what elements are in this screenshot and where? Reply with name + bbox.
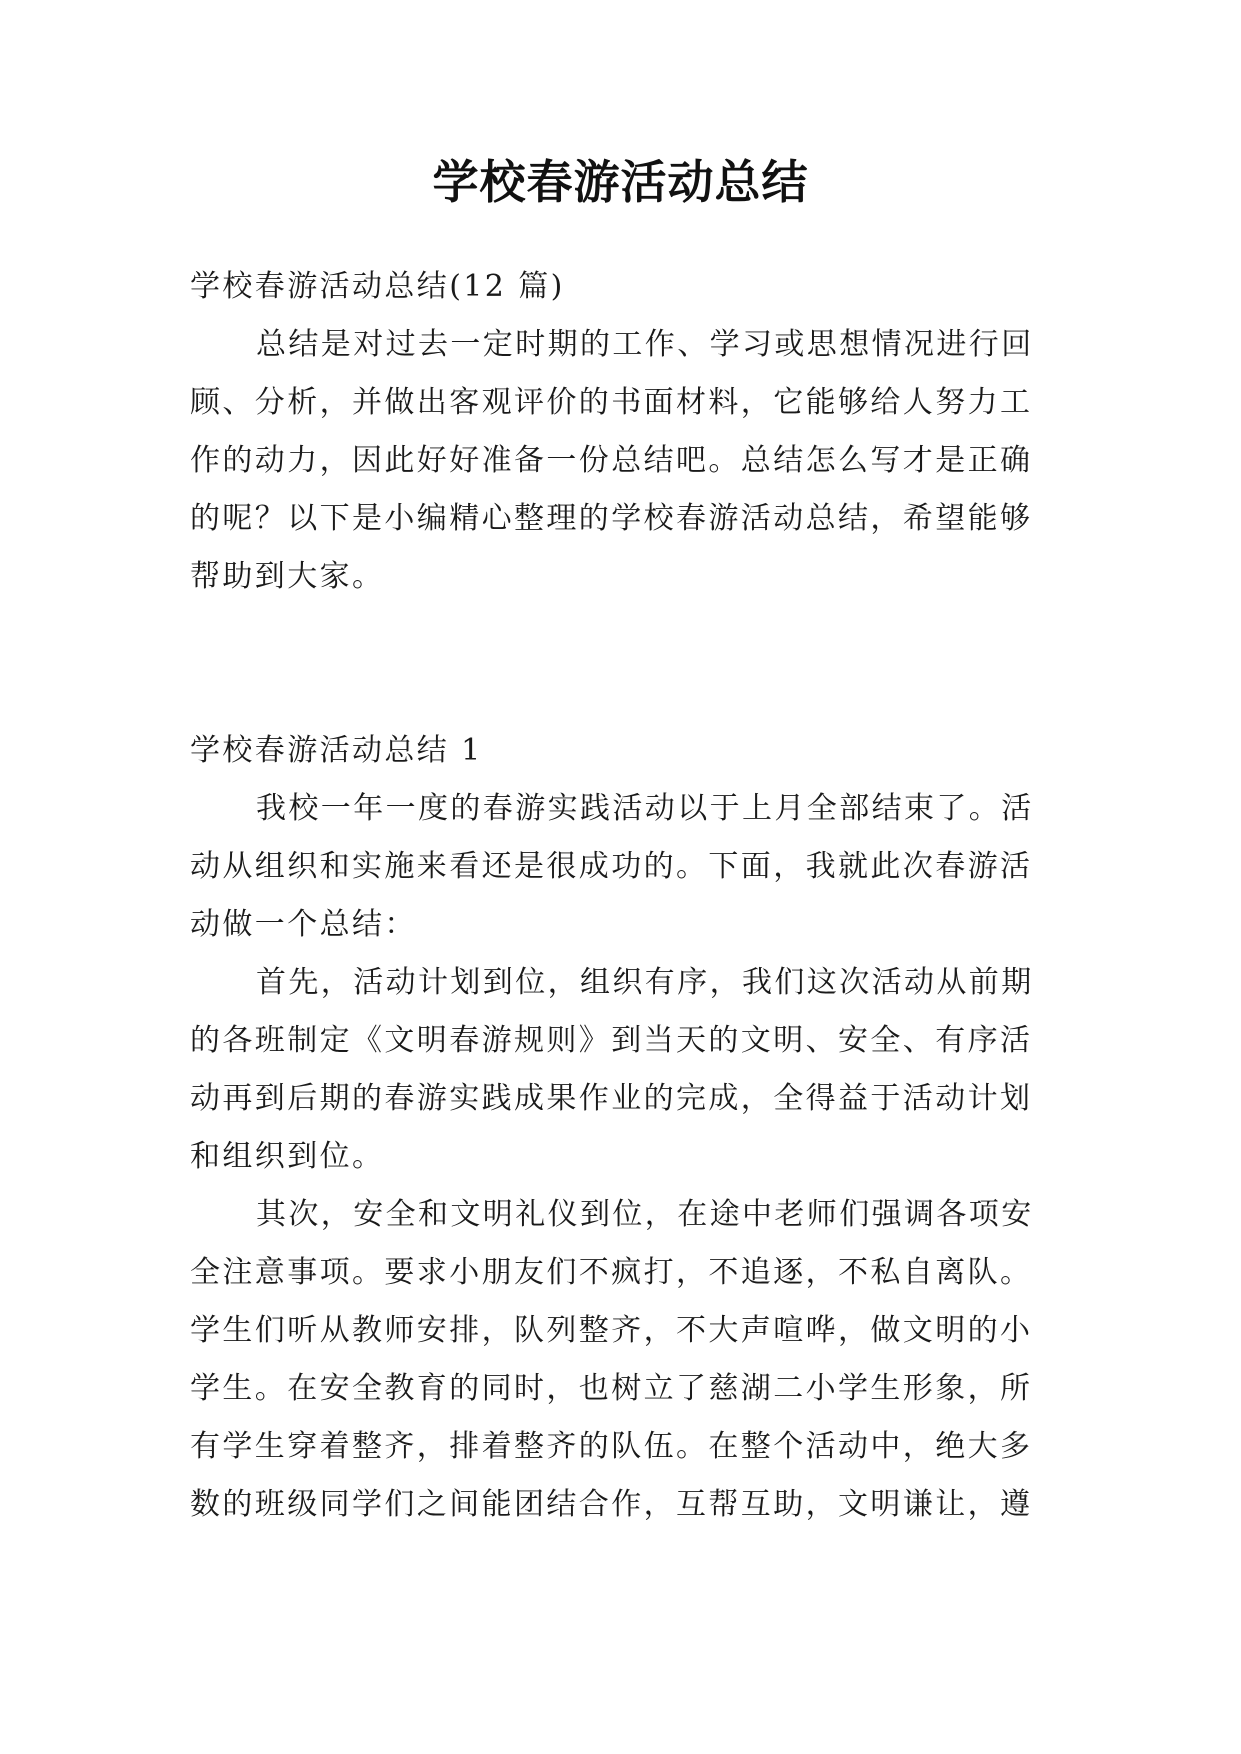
paragraph-line: 的各班制定《文明春游规则》到当天的文明、安全、有序活 <box>190 1023 1033 1058</box>
paragraph-line: 我校一年一度的春游实践活动以于上月全部结束了。活 <box>256 791 1034 826</box>
section-paragraph <box>190 954 1070 1186</box>
intro-subtitle: 学校春游活动总结(12 篇) <box>190 269 565 304</box>
paragraph-line: 其次，安全和文明礼仪到位，在途中老师们强调各项安 <box>256 1197 1034 1232</box>
section-paragraph <box>190 1186 1070 1534</box>
paragraph-line: 学生。在安全教育的同时，也树立了慈湖二小学生形象，所 <box>190 1371 1033 1406</box>
section-paragraph <box>190 780 1070 954</box>
document-title: 学校春游活动总结 <box>432 155 809 209</box>
paragraph-line: 总结是对过去一定时期的工作、学习或思想情况进行回 <box>256 327 1034 362</box>
paragraph-line: 帮助到大家。 <box>190 559 385 594</box>
paragraph-line: 的呢？以下是小编精心整理的学校春游活动总结，希望能够 <box>190 501 1033 536</box>
paragraph-line: 和组织到位。 <box>190 1139 385 1174</box>
paragraph-line: 数的班级同学们之间能团结合作，互帮互助，文明谦让，遵 <box>190 1487 1033 1522</box>
section-spacer <box>190 606 1070 722</box>
paragraph-line: 顾、分析，并做出客观评价的书面材料，它能够给人努力工 <box>190 385 1033 420</box>
paragraph-line: 动再到后期的春游实践成果作业的完成，全得益于活动计划 <box>190 1081 1033 1116</box>
paragraph-line: 有学生穿着整齐，排着整齐的队伍。在整个活动中，绝大多 <box>190 1429 1033 1464</box>
paragraph-line: 作的动力，因此好好准备一份总结吧。总结怎么写才是正确 <box>190 443 1033 478</box>
paragraph-line: 动从组织和实施来看还是很成功的。下面，我就此次春游活 <box>190 849 1033 884</box>
section-heading: 学校春游活动总结 1 <box>190 733 483 768</box>
paragraph-line: 全注意事项。要求小朋友们不疯打，不追逐，不私自离队。 <box>190 1255 1033 1290</box>
intro-paragraph <box>190 316 1070 606</box>
paragraph-line: 动做一个总结： <box>190 907 417 942</box>
document-body <box>190 258 1070 1534</box>
paragraph-line: 学生们听从教师安排，队列整齐，不大声喧哗，做文明的小 <box>190 1313 1033 1348</box>
paragraph-line: 首先，活动计划到位，组织有序，我们这次活动从前期 <box>256 965 1034 1000</box>
